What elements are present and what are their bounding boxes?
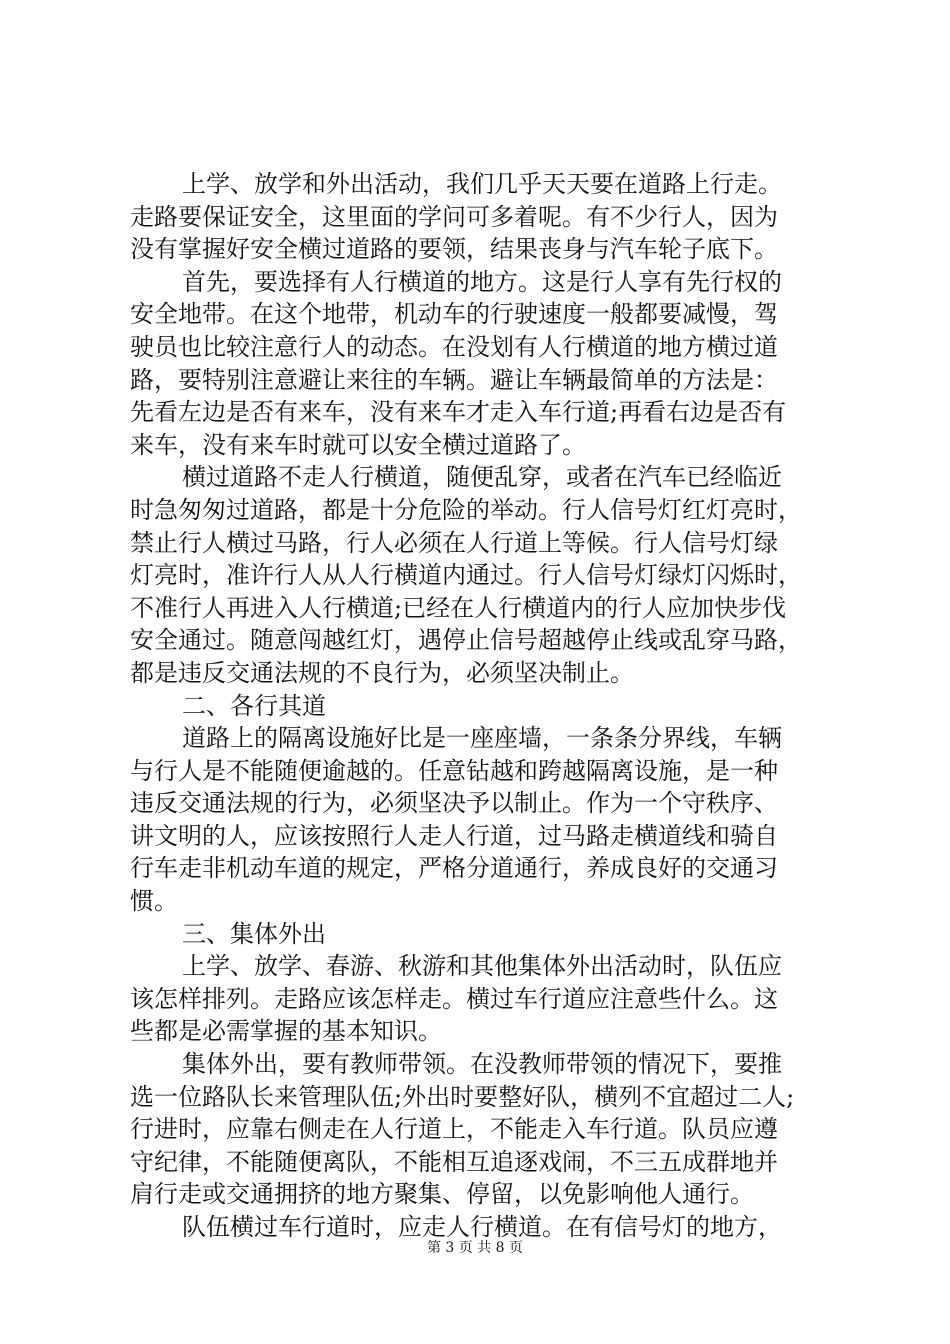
text-line: 灯亮时，准许行人从人行横道内通过。行人信号灯绿灯闪烁时， bbox=[130, 561, 802, 590]
text-line: 走路要保证安全，这里面的学问可多着呢。有不少行人，因为 bbox=[130, 202, 778, 231]
text-line: 行车走非机动车道的规定，严格分道通行，养成良好的交通习 bbox=[130, 854, 778, 883]
text-line: 与行人是不能随便逾越的。任意钻越和跨越隔离设施，是一种 bbox=[130, 756, 778, 785]
text-line: 不准行人再进入人行横道;已经在人行横道内的行人应加快步伐 bbox=[130, 593, 787, 622]
text-line: 驶员也比较注意行人的动态。在没划有人行横道的地方横过道 bbox=[130, 332, 778, 361]
text-line: 队伍横过车行道时，应走人行横道。在有信号灯的地方， bbox=[182, 1213, 782, 1241]
text-line: 上学、放学、春游、秋游和其他集体外出活动时，队伍应 bbox=[182, 952, 782, 981]
text-line: 些都是必需掌握的基本知识。 bbox=[130, 1017, 442, 1046]
text-line: 来车，没有来车时就可以安全横过道路了。 bbox=[130, 430, 586, 459]
page-footer: 第 3 页 共 8 页 bbox=[426, 1240, 524, 1256]
text-line: 首先，要选择有人行横道的地方。这是行人享有先行权的 bbox=[182, 267, 782, 296]
text-line: 横过道路不走人行横道，随便乱穿，或者在汽车已经临近 bbox=[182, 463, 782, 492]
text-line: 守纪律，不能随便离队，不能相互追逐戏闹，不三五成群地并 bbox=[130, 1147, 778, 1176]
text-line: 上学、放学和外出活动，我们几乎天天要在道路上行走。 bbox=[182, 170, 782, 198]
text-line: 安全地带。在这个地带，机动车的行驶速度一般都要减慢，驾 bbox=[130, 300, 778, 329]
text-line: 选一位路队长来管理队伍;外出时要整好队，横列不宜超过二人; bbox=[130, 1082, 795, 1111]
text-line: 惯。 bbox=[130, 887, 178, 916]
text-line: 违反交通法规的行为，必须坚决予以制止。作为一个守秩序、 bbox=[130, 789, 778, 818]
text-line: 道路上的隔离设施好比是一座座墙，一条条分界线，车辆 bbox=[182, 724, 782, 753]
text-line: 二、各行其道 bbox=[182, 691, 326, 720]
text-line: 安全通过。随意闯越红灯，遇停止信号超越停止线或乱穿马路， bbox=[130, 626, 802, 655]
text-line: 时急匆匆过道路，都是十分危险的举动。行人信号灯红灯亮时， bbox=[130, 495, 802, 524]
text-line: 肩行走或交通拥挤的地方聚集、停留，以免影响他人通行。 bbox=[130, 1180, 754, 1209]
body-text bbox=[130, 168, 830, 1244]
text-line: 讲文明的人，应该按照行人走人行道，过马路走横道线和骑自 bbox=[130, 821, 778, 850]
text-line: 没有掌握好安全横过道路的要领，结果丧身与汽车轮子底下。 bbox=[130, 235, 778, 264]
text-line: 禁止行人横过马路，行人必须在人行道上等候。行人信号灯绿 bbox=[130, 528, 778, 557]
text-line: 集体外出，要有教师带领。在没教师带领的情况下，要推 bbox=[182, 1050, 782, 1079]
text-line: 都是违反交通法规的不良行为，必须坚决制止。 bbox=[130, 658, 634, 687]
text-line: 先看左边是否有来车，没有来车才走入车行道;再看右边是否有 bbox=[130, 398, 787, 427]
text-line: 三、集体外出 bbox=[182, 919, 326, 948]
text-line: 行进时，应靠右侧走在人行道上，不能走入车行道。队员应遵 bbox=[130, 1115, 778, 1144]
text-line: 路，要特别注意避让来往的车辆。避让车辆最简单的方法是： bbox=[130, 365, 778, 394]
text-line: 该怎样排列。走路应该怎样走。横过车行道应注意些什么。这 bbox=[130, 984, 778, 1013]
